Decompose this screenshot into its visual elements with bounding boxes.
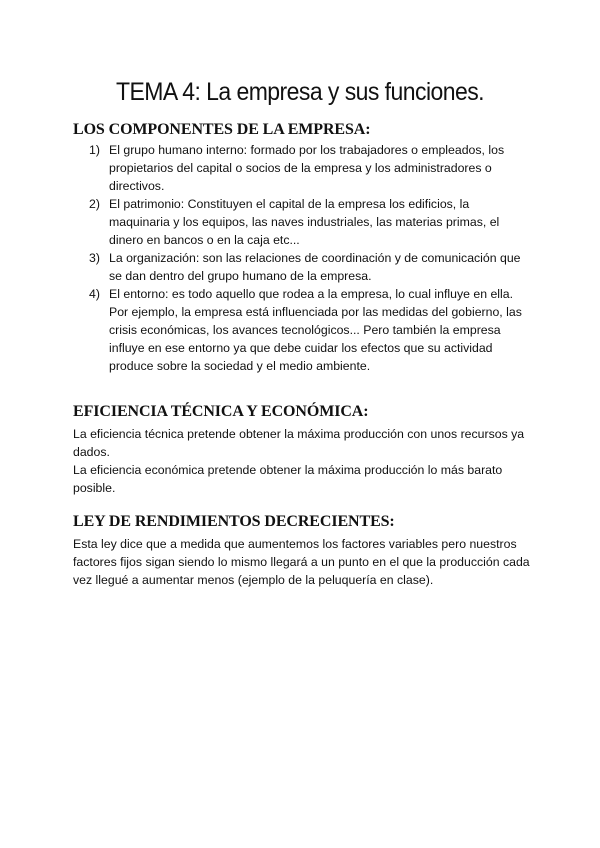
list-item-text: El patrimonio: Constituyen el capital de la empresa los edificios, la maquinaria y los equipos, las naves industriales, las materias primas, el dinero en bancos o en la caja etc... xyxy=(109,197,500,247)
components-list xyxy=(73,141,533,375)
paragraph: Esta ley dice que a medida que aumentemos los factores variables pero nuestros factores fijos sigan siendo lo mismo llegará a un punto en el que la producción cada vez llegué a aumentar menos (ejemplo de la peluquería en clase). xyxy=(73,537,530,587)
list-item-number: 4) xyxy=(89,287,100,301)
ley-paragraphs xyxy=(73,535,533,589)
section-heading-eficiencia: EFICIENCIA TÉCNICA Y ECONÓMICA: xyxy=(73,403,369,420)
list-item-number: 2) xyxy=(89,197,100,211)
list-item-number: 3) xyxy=(89,251,100,265)
list-item xyxy=(73,195,533,249)
list-item xyxy=(73,141,533,195)
paragraph: La eficiencia técnica pretende obtener la máxima producción con unos recursos ya dados. xyxy=(73,427,525,459)
list-item xyxy=(73,249,533,285)
list-item-text: El entorno: es todo aquello que rodea a la empresa, lo cual influye en ella. Por ejemplo, la empresa está influenciada por las medidas del gobierno, las crisis económicas, los avances tecnológicos... Pero también la empresa influye en ese entorno ya que debe cuidar los efectos que su actividad produce sobre la sociedad y el medio ambiente. xyxy=(109,287,522,373)
list-item-text: La organización: son las relaciones de coordinación y de comunicación que se dan dentro del grupo humano de la empresa. xyxy=(109,251,521,283)
list-item-text: El grupo humano interno: formado por los trabajadores o empleados, los propietarios del capital o socios de la empresa y los administradores o directivos. xyxy=(109,143,505,193)
paragraph: La eficiencia económica pretende obtener la máxima producción lo más barato posible. xyxy=(73,463,503,495)
list-item-number: 1) xyxy=(89,143,100,157)
list-item xyxy=(73,285,533,375)
eficiencia-paragraphs xyxy=(73,425,533,497)
section-heading-componentes: LOS COMPONENTES DE LA EMPRESA: xyxy=(73,121,371,138)
page-title: TEMA 4: La empresa y sus funciones. xyxy=(115,78,485,106)
section-heading-ley: LEY DE RENDIMIENTOS DECRECIENTES: xyxy=(73,513,395,530)
